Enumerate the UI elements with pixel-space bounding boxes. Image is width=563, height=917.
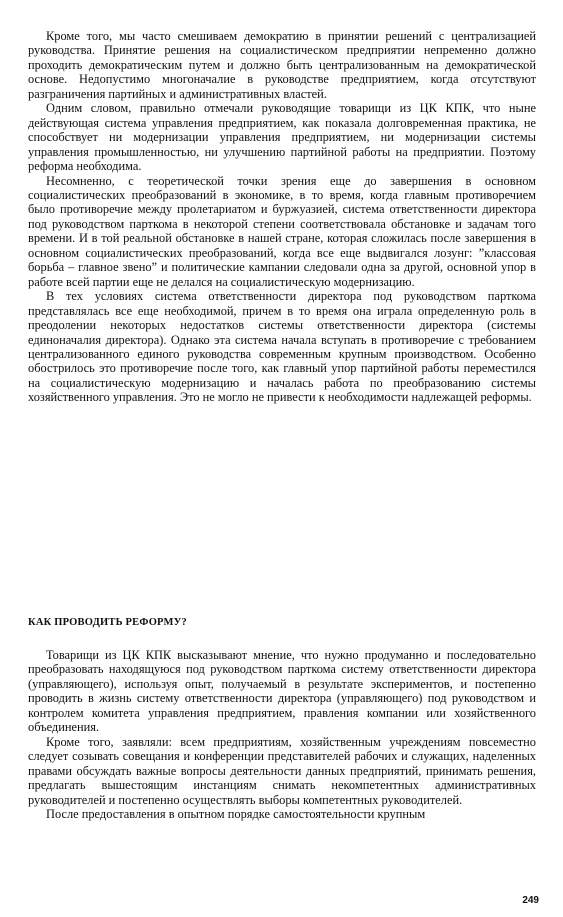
paragraph: Товарищи из ЦК КПК высказывают мнение, что нужно продуманно и последовательно преобразовать находящуюся под руководством парткома систему ответственности директора (управляющего), используя опыт, получаемый в результате экспериментов, и постепенно проводить в жизнь систему ответственности директора (управляющего) под руководством и контролем комитета управления предприятием, правления компании или хозяйственного объединения.: [28, 648, 536, 735]
section-heading: КАК ПРОВОДИТЬ РЕФОРМУ?: [28, 617, 187, 628]
body-text-top: [28, 29, 536, 405]
paragraph: Кроме того, заявляли: всем предприятиям, хозяйственным учреждениям повсеместно следует созывать совещания и конференции представителей рабочих и служащих, наделенных правами обсуждать важные вопросы деятельности данных предприятий, принимать решения, предлагать вышестоящим инстанциям снимать некомпетентных административных руководителей и постепенно осуществлять выборы компетентных руководителей.: [28, 734, 536, 807]
paragraph: В тех условиях система ответственности директора под руководством парткома представлялась все еще необходимой, причем в то время она играла определенную роль в преодолении некоторых недостатков системы ответственности директора (системы единоначалия директора). Однако эта система начала вступать в противоречие с требованием централизованного единого руководства современным крупным производством. Особенно обострилось это противоречие после того, как главный упор партийной работы переместился на социалистическую модернизацию и началась работа по преобразованию системы хозяйственного управления. Это не могло не привести к необходимости надлежащей реформы.: [28, 289, 536, 405]
body-text-bottom: [28, 648, 536, 821]
paragraph: Одним словом, правильно отмечали руководящие товарищи из ЦК КПК, что ныне действующая система управления предприятием, как показала долговременная практика, не способствует ни модернизации управления предприятием, ни модернизации системы управления промышленностью, ни улучшению партийной работы на предприятии. Поэтому реформа необходима.: [28, 101, 536, 174]
paragraph: После предоставления в опытном порядке самостоятельности крупным: [46, 806, 426, 821]
paragraph: Несомненно, с теоретической точки зрения еще до завершения в основном социалистических преобразований в экономике, в то время, когда главным противоречием было противоречие между пролетариатом и буржуазией, система ответственности директора под руководством парткома в некоторой степени соответствовала обстановке и задачам того времени. И в той реальной обстановке в нашей стране, которая сложилась после завершения в основном социалистических преобразований, когда все еще выдвигался лозунг: ”классовая борьба – главное звено” и политические кампании следовали одна за другой, основной упор в работе всей партии еще не делался на социалистическую модернизацию.: [28, 173, 536, 289]
paragraph: Кроме того, мы часто смешиваем демократию в принятии решений с централизацией руководства. Принятие решения на социалистическом предприятии непременно должно проходить демократическим путем и должно быть централизованным на демократической основе. Недопустимо многоначалие в руководстве предприятием, когда отсутствуют разграничения партийных и административных властей.: [28, 29, 536, 101]
page-number: 249: [522, 895, 539, 906]
